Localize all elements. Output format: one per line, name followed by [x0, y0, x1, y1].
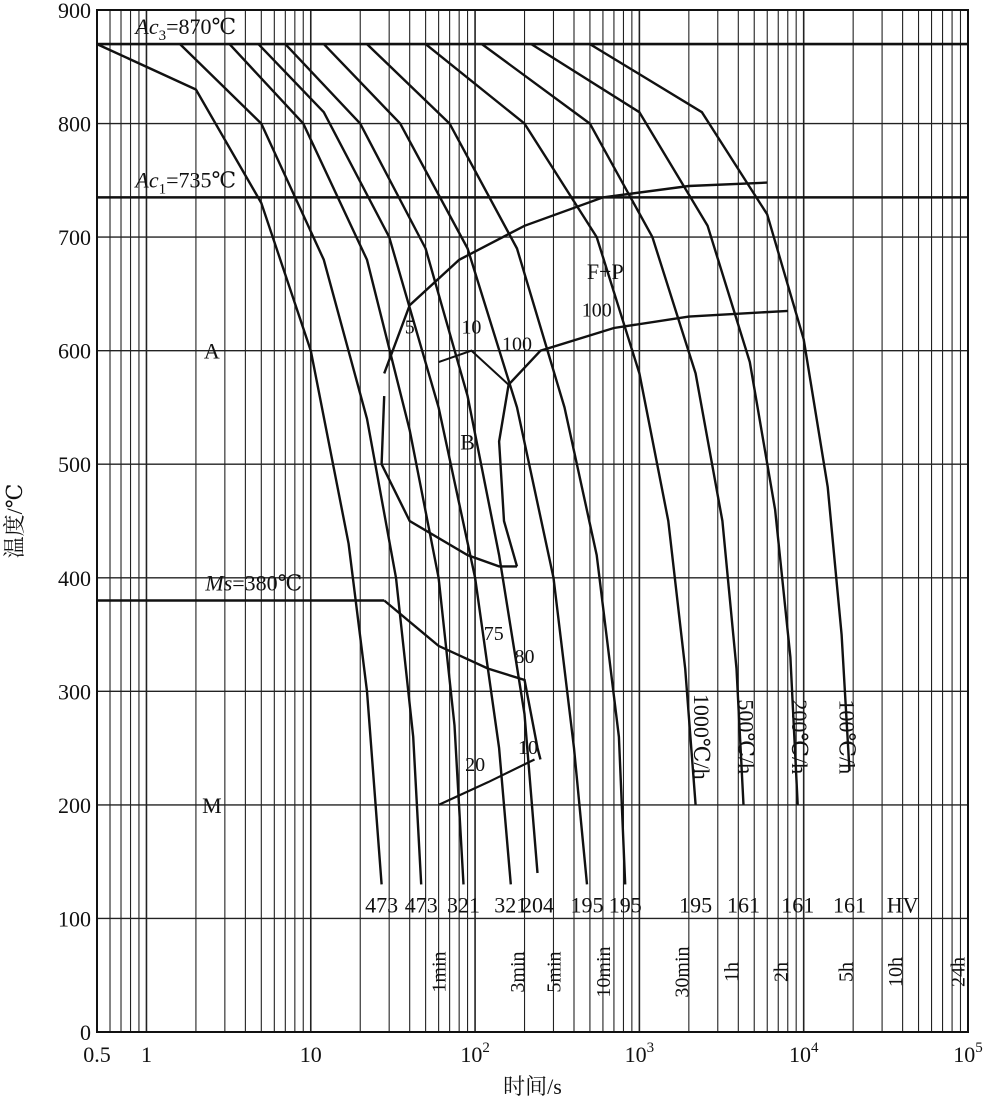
hardness-label: 473 [365, 892, 399, 918]
phase-label: M [202, 792, 222, 818]
transformation-label: 100 [502, 333, 533, 356]
time-mark-label: 24h [947, 957, 970, 987]
cooling-rate-label: 100℃/h [834, 699, 860, 775]
time-mark-label: 1h [720, 962, 743, 982]
grid [97, 10, 968, 1032]
hardness-label: 321 [446, 892, 480, 918]
time-mark-label: 5h [835, 962, 858, 982]
time-mark-label: 1min [428, 951, 451, 993]
x-tick-label: 0.5 [83, 1042, 111, 1067]
transformation-curves [382, 183, 788, 805]
hardness-label: 321 [494, 892, 528, 918]
critical-label: $Ac_1=735℃$ [135, 167, 237, 198]
y-tick-label: 800 [58, 111, 91, 137]
hardness-label: 161 [781, 892, 815, 918]
phase-label: B [460, 429, 475, 455]
cooling-rate-label: 200℃/h [787, 699, 813, 775]
martensite-finish-curve [439, 759, 535, 804]
time-mark-label: 10h [885, 957, 908, 987]
critical-label: $Ac_3=870℃$ [135, 14, 237, 45]
plot-border [97, 10, 968, 1032]
hardness-label: 161 [832, 892, 866, 918]
hardness-label: 473 [404, 892, 438, 918]
hardness-unit: HV [886, 892, 919, 918]
transformation-label: 10 [461, 316, 482, 339]
cooling-rate-label: 1000℃/h [688, 693, 714, 780]
y-tick-label: 600 [58, 338, 91, 364]
cooling-rate-label: 500℃/h [733, 699, 759, 775]
y-tick-label: 900 [58, 0, 91, 23]
x-axis-label: 时间/s [503, 1074, 562, 1099]
y-tick-label: 300 [58, 679, 91, 705]
y-tick-label: 0 [80, 1020, 91, 1045]
time-mark-label: 5min [543, 951, 566, 993]
time-mark-label: 3min [507, 951, 530, 993]
x-tick-label: 10 [299, 1042, 322, 1067]
time-mark-label: 10min [592, 946, 615, 998]
hardness-label: 204 [521, 892, 555, 918]
transformation-label: 80 [514, 645, 535, 668]
transformation-label: 10 [518, 736, 539, 759]
cooling-curve [590, 44, 850, 771]
hardness-label: 161 [726, 892, 760, 918]
critical-label: Ms=380℃ [205, 570, 303, 596]
y-tick-label: 200 [58, 792, 91, 818]
time-mark-label: 2h [770, 962, 793, 982]
x-tick-label: $10^3$ [624, 1040, 655, 1067]
transformation-curve [384, 183, 767, 374]
x-tick-label: 1 [140, 1042, 152, 1067]
hardness-label: 195 [570, 892, 604, 918]
transformation-label: 75 [483, 623, 504, 646]
transformation-label: 100 [581, 299, 612, 322]
axes [2, 0, 983, 1099]
time-mark-label: 30min [671, 946, 694, 998]
time-markers [429, 946, 970, 997]
y-tick-label: 500 [58, 452, 91, 478]
y-tick-label: 400 [58, 565, 91, 591]
y-axis-label: 温度/℃ [2, 483, 27, 559]
transformation-label: 5 [404, 316, 415, 339]
x-tick-label: $10^2$ [460, 1040, 490, 1067]
y-tick-label: 700 [58, 225, 91, 251]
phase-label: F+P [586, 259, 624, 285]
phase-label: A [203, 338, 220, 364]
transformation-label: 20 [465, 753, 486, 776]
x-tick-label: $10^4$ [788, 1040, 819, 1067]
hardness-label: 195 [679, 892, 713, 918]
x-tick-label: $10^5$ [953, 1040, 983, 1067]
y-tick-label: 100 [58, 906, 91, 932]
plot-frame [97, 10, 968, 1032]
hardness-label: 195 [608, 892, 642, 918]
